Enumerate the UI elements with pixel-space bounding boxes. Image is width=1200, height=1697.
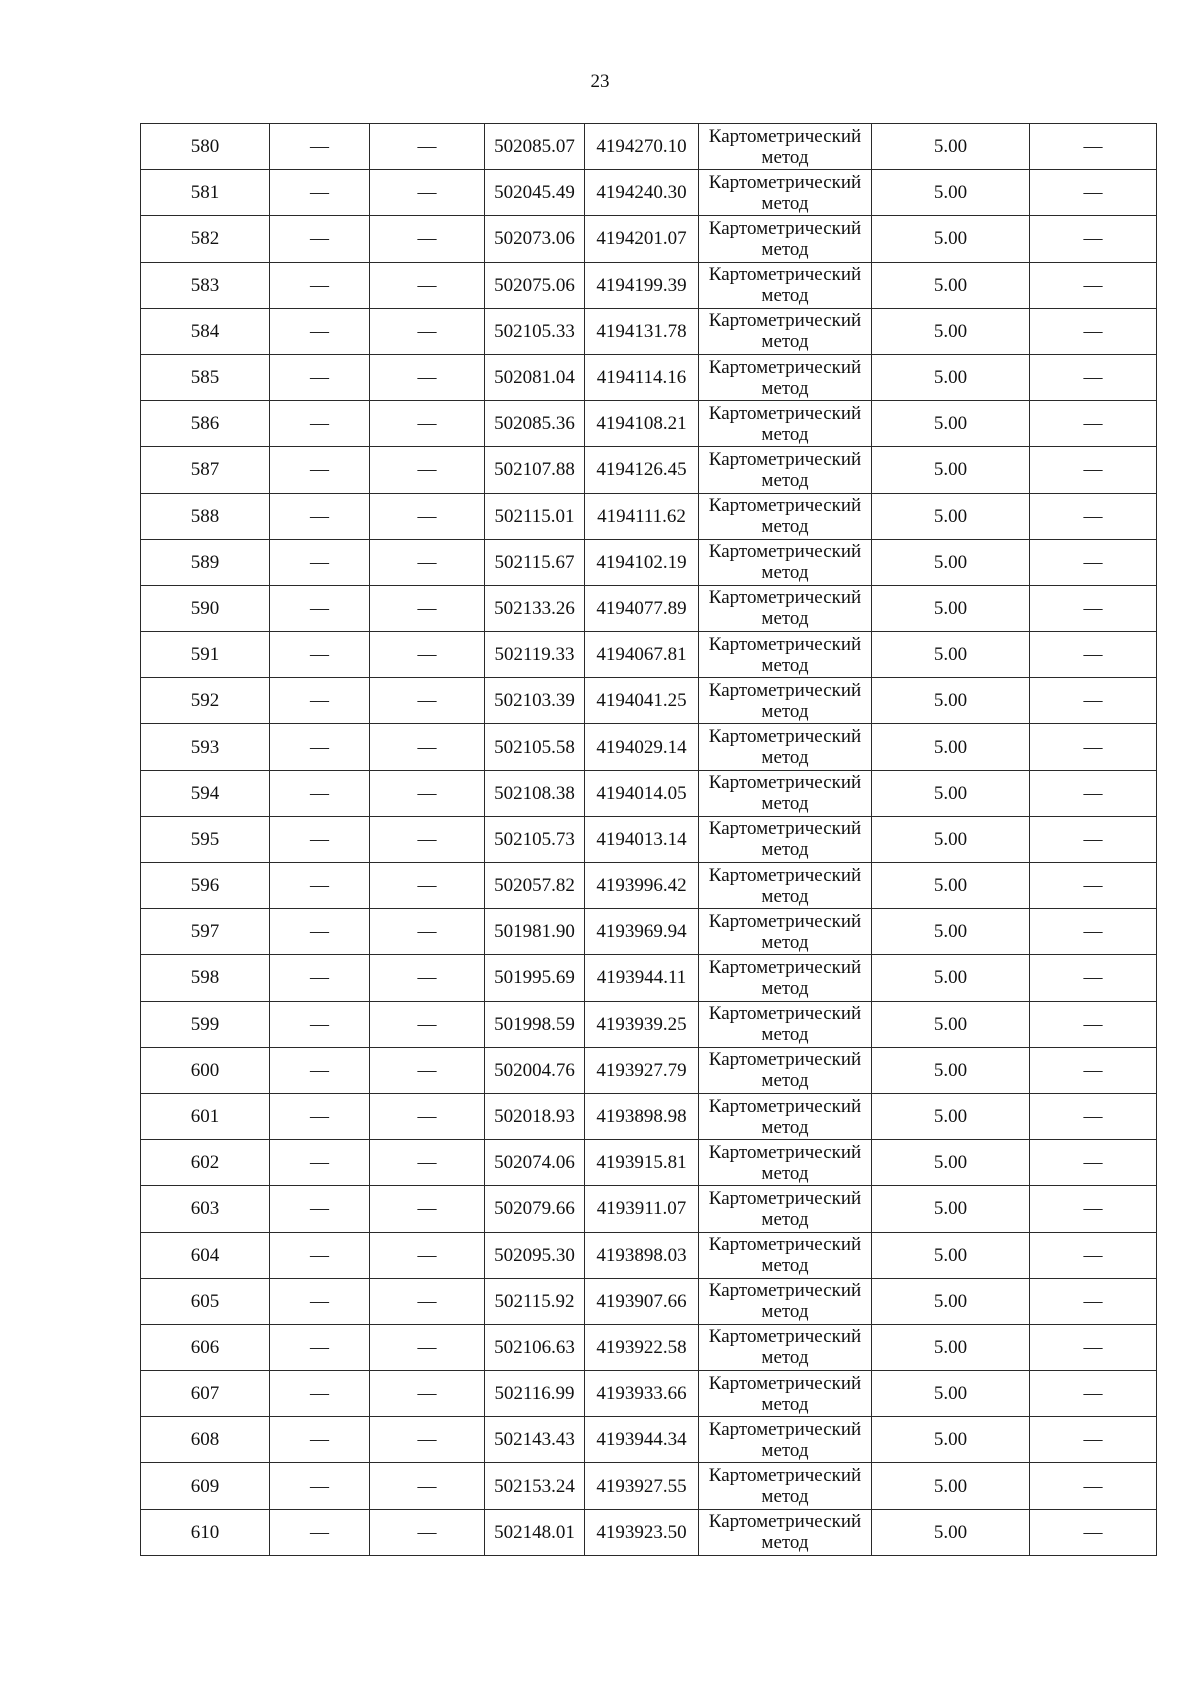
x-coordinate-cell: 502105.58 [485,724,585,770]
empty-value-cell: — [370,539,485,585]
y-coordinate-cell: 4194131.78 [585,308,699,354]
table-row [141,770,1157,816]
y-coordinate-cell: 4194041.25 [585,678,699,724]
method-cell: Картометрический метод [699,724,872,770]
y-coordinate-cell: 4193923.50 [585,1509,699,1555]
empty-value-cell: — [1030,1047,1157,1093]
x-coordinate-cell: 502081.04 [485,354,585,400]
table-row [141,585,1157,631]
table-row [141,1371,1157,1417]
table-row [141,308,1157,354]
empty-value-cell: — [270,1278,370,1324]
empty-value-cell: — [1030,1278,1157,1324]
x-coordinate-cell: 502004.76 [485,1047,585,1093]
table-row [141,1509,1157,1555]
table-row [141,1001,1157,1047]
accuracy-cell: 5.00 [872,124,1030,170]
accuracy-cell: 5.00 [872,493,1030,539]
empty-value-cell: — [270,493,370,539]
point-number-cell: 599 [141,1001,270,1047]
y-coordinate-cell: 4194270.10 [585,124,699,170]
empty-value-cell: — [370,1371,485,1417]
empty-value-cell: — [270,1509,370,1555]
accuracy-cell: 5.00 [872,170,1030,216]
method-cell: Картометрический метод [699,354,872,400]
table-row [141,1232,1157,1278]
x-coordinate-cell: 502105.73 [485,816,585,862]
x-coordinate-cell: 502074.06 [485,1140,585,1186]
empty-value-cell: — [1030,216,1157,262]
table-row [141,354,1157,400]
method-cell: Картометрический метод [699,1186,872,1232]
empty-value-cell: — [370,1509,485,1555]
accuracy-cell: 5.00 [872,585,1030,631]
method-cell: Картометрический метод [699,1093,872,1139]
accuracy-cell: 5.00 [872,308,1030,354]
empty-value-cell: — [1030,1140,1157,1186]
x-coordinate-cell: 502057.82 [485,863,585,909]
table-row [141,816,1157,862]
accuracy-cell: 5.00 [872,816,1030,862]
method-cell: Картометрический метод [699,124,872,170]
empty-value-cell: — [1030,493,1157,539]
empty-value-cell: — [270,401,370,447]
empty-value-cell: — [1030,170,1157,216]
method-cell: Картометрический метод [699,1001,872,1047]
accuracy-cell: 5.00 [872,1463,1030,1509]
empty-value-cell: — [270,1371,370,1417]
table-row [141,1186,1157,1232]
table-row [141,401,1157,447]
y-coordinate-cell: 4194199.39 [585,262,699,308]
method-cell: Картометрический метод [699,1324,872,1370]
empty-value-cell: — [270,1140,370,1186]
empty-value-cell: — [270,678,370,724]
point-number-cell: 595 [141,816,270,862]
method-cell: Картометрический метод [699,678,872,724]
method-cell: Картометрический метод [699,1463,872,1509]
empty-value-cell: — [270,262,370,308]
accuracy-cell: 5.00 [872,1047,1030,1093]
y-coordinate-cell: 4193927.79 [585,1047,699,1093]
point-number-cell: 598 [141,955,270,1001]
empty-value-cell: — [370,170,485,216]
method-cell: Картометрический метод [699,585,872,631]
table-body [141,124,1157,1556]
accuracy-cell: 5.00 [872,447,1030,493]
table-row [141,1463,1157,1509]
x-coordinate-cell: 502107.88 [485,447,585,493]
empty-value-cell: — [1030,816,1157,862]
method-cell: Картометрический метод [699,909,872,955]
y-coordinate-cell: 4194013.14 [585,816,699,862]
empty-value-cell: — [370,1463,485,1509]
method-cell: Картометрический метод [699,447,872,493]
empty-value-cell: — [1030,1324,1157,1370]
point-number-cell: 585 [141,354,270,400]
empty-value-cell: — [1030,1001,1157,1047]
empty-value-cell: — [1030,262,1157,308]
table-row [141,1140,1157,1186]
coordinates-table [140,123,1157,1556]
empty-value-cell: — [1030,1463,1157,1509]
y-coordinate-cell: 4194067.81 [585,632,699,678]
empty-value-cell: — [270,308,370,354]
point-number-cell: 582 [141,216,270,262]
empty-value-cell: — [270,216,370,262]
accuracy-cell: 5.00 [872,1509,1030,1555]
empty-value-cell: — [1030,1371,1157,1417]
method-cell: Картометрический метод [699,1417,872,1463]
point-number-cell: 588 [141,493,270,539]
x-coordinate-cell: 502116.99 [485,1371,585,1417]
x-coordinate-cell: 502105.33 [485,308,585,354]
table-row [141,1324,1157,1370]
x-coordinate-cell: 502018.93 [485,1093,585,1139]
empty-value-cell: — [1030,770,1157,816]
y-coordinate-cell: 4193898.98 [585,1093,699,1139]
empty-value-cell: — [270,955,370,1001]
point-number-cell: 603 [141,1186,270,1232]
point-number-cell: 589 [141,539,270,585]
point-number-cell: 604 [141,1232,270,1278]
y-coordinate-cell: 4193969.94 [585,909,699,955]
y-coordinate-cell: 4194114.16 [585,354,699,400]
point-number-cell: 600 [141,1047,270,1093]
empty-value-cell: — [270,1232,370,1278]
accuracy-cell: 5.00 [872,539,1030,585]
y-coordinate-cell: 4194029.14 [585,724,699,770]
y-coordinate-cell: 4193898.03 [585,1232,699,1278]
empty-value-cell: — [1030,1093,1157,1139]
table-row [141,1417,1157,1463]
method-cell: Картометрический метод [699,216,872,262]
empty-value-cell: — [370,262,485,308]
table-row [141,1047,1157,1093]
accuracy-cell: 5.00 [872,1186,1030,1232]
y-coordinate-cell: 4193915.81 [585,1140,699,1186]
empty-value-cell: — [1030,909,1157,955]
x-coordinate-cell: 502073.06 [485,216,585,262]
empty-value-cell: — [1030,354,1157,400]
accuracy-cell: 5.00 [872,770,1030,816]
x-coordinate-cell: 502148.01 [485,1509,585,1555]
y-coordinate-cell: 4194108.21 [585,401,699,447]
empty-value-cell: — [370,1093,485,1139]
y-coordinate-cell: 4193907.66 [585,1278,699,1324]
accuracy-cell: 5.00 [872,1417,1030,1463]
point-number-cell: 605 [141,1278,270,1324]
empty-value-cell: — [370,632,485,678]
table-row [141,955,1157,1001]
empty-value-cell: — [370,955,485,1001]
empty-value-cell: — [370,909,485,955]
empty-value-cell: — [1030,632,1157,678]
table-row [141,1093,1157,1139]
empty-value-cell: — [270,632,370,678]
point-number-cell: 586 [141,401,270,447]
empty-value-cell: — [1030,539,1157,585]
empty-value-cell: — [1030,678,1157,724]
empty-value-cell: — [370,1324,485,1370]
method-cell: Картометрический метод [699,1140,872,1186]
empty-value-cell: — [370,1001,485,1047]
x-coordinate-cell: 501981.90 [485,909,585,955]
empty-value-cell: — [370,770,485,816]
point-number-cell: 610 [141,1509,270,1555]
empty-value-cell: — [270,447,370,493]
point-number-cell: 607 [141,1371,270,1417]
x-coordinate-cell: 502108.38 [485,770,585,816]
method-cell: Картометрический метод [699,1047,872,1093]
accuracy-cell: 5.00 [872,863,1030,909]
empty-value-cell: — [270,909,370,955]
method-cell: Картометрический метод [699,955,872,1001]
point-number-cell: 593 [141,724,270,770]
method-cell: Картометрический метод [699,1232,872,1278]
point-number-cell: 592 [141,678,270,724]
empty-value-cell: — [370,216,485,262]
empty-value-cell: — [1030,1186,1157,1232]
empty-value-cell: — [1030,724,1157,770]
empty-value-cell: — [370,354,485,400]
empty-value-cell: — [270,539,370,585]
point-number-cell: 597 [141,909,270,955]
x-coordinate-cell: 501995.69 [485,955,585,1001]
point-number-cell: 584 [141,308,270,354]
accuracy-cell: 5.00 [872,1371,1030,1417]
accuracy-cell: 5.00 [872,955,1030,1001]
empty-value-cell: — [370,1047,485,1093]
empty-value-cell: — [270,170,370,216]
empty-value-cell: — [270,863,370,909]
table-row [141,124,1157,170]
point-number-cell: 594 [141,770,270,816]
method-cell: Картометрический метод [699,1278,872,1324]
y-coordinate-cell: 4193927.55 [585,1463,699,1509]
empty-value-cell: — [1030,308,1157,354]
method-cell: Картометрический метод [699,1371,872,1417]
empty-value-cell: — [370,724,485,770]
empty-value-cell: — [270,1093,370,1139]
empty-value-cell: — [270,124,370,170]
point-number-cell: 596 [141,863,270,909]
y-coordinate-cell: 4194240.30 [585,170,699,216]
empty-value-cell: — [270,724,370,770]
x-coordinate-cell: 501998.59 [485,1001,585,1047]
y-coordinate-cell: 4193944.11 [585,955,699,1001]
x-coordinate-cell: 502119.33 [485,632,585,678]
point-number-cell: 581 [141,170,270,216]
empty-value-cell: — [370,816,485,862]
accuracy-cell: 5.00 [872,1278,1030,1324]
empty-value-cell: — [1030,1417,1157,1463]
table-row [141,678,1157,724]
empty-value-cell: — [270,1186,370,1232]
page-number: 23 [590,71,610,92]
point-number-cell: 591 [141,632,270,678]
empty-value-cell: — [270,1001,370,1047]
x-coordinate-cell: 502153.24 [485,1463,585,1509]
accuracy-cell: 5.00 [872,724,1030,770]
table-row [141,262,1157,308]
y-coordinate-cell: 4193944.34 [585,1417,699,1463]
point-number-cell: 601 [141,1093,270,1139]
table-row [141,909,1157,955]
y-coordinate-cell: 4193911.07 [585,1186,699,1232]
empty-value-cell: — [1030,585,1157,631]
point-number-cell: 580 [141,124,270,170]
table-row [141,863,1157,909]
empty-value-cell: — [270,1047,370,1093]
method-cell: Картометрический метод [699,401,872,447]
point-number-cell: 602 [141,1140,270,1186]
point-number-cell: 606 [141,1324,270,1370]
x-coordinate-cell: 502133.26 [485,585,585,631]
empty-value-cell: — [1030,401,1157,447]
empty-value-cell: — [370,308,485,354]
empty-value-cell: — [270,1417,370,1463]
y-coordinate-cell: 4194102.19 [585,539,699,585]
y-coordinate-cell: 4194201.07 [585,216,699,262]
y-coordinate-cell: 4194111.62 [585,493,699,539]
method-cell: Картометрический метод [699,816,872,862]
y-coordinate-cell: 4193922.58 [585,1324,699,1370]
x-coordinate-cell: 502085.07 [485,124,585,170]
table-row [141,539,1157,585]
method-cell: Картометрический метод [699,539,872,585]
empty-value-cell: — [1030,1509,1157,1555]
x-coordinate-cell: 502115.01 [485,493,585,539]
accuracy-cell: 5.00 [872,909,1030,955]
method-cell: Картометрический метод [699,1509,872,1555]
empty-value-cell: — [370,678,485,724]
method-cell: Картометрический метод [699,770,872,816]
accuracy-cell: 5.00 [872,1324,1030,1370]
empty-value-cell: — [1030,124,1157,170]
empty-value-cell: — [270,816,370,862]
x-coordinate-cell: 502115.92 [485,1278,585,1324]
method-cell: Картометрический метод [699,632,872,678]
method-cell: Картометрический метод [699,262,872,308]
accuracy-cell: 5.00 [872,1001,1030,1047]
empty-value-cell: — [1030,1232,1157,1278]
empty-value-cell: — [270,1324,370,1370]
table-row [141,447,1157,493]
empty-value-cell: — [1030,863,1157,909]
table-row [141,632,1157,678]
accuracy-cell: 5.00 [872,401,1030,447]
accuracy-cell: 5.00 [872,262,1030,308]
y-coordinate-cell: 4193939.25 [585,1001,699,1047]
empty-value-cell: — [370,1140,485,1186]
table-row [141,1278,1157,1324]
table-row [141,170,1157,216]
method-cell: Картометрический метод [699,863,872,909]
accuracy-cell: 5.00 [872,1232,1030,1278]
empty-value-cell: — [370,1186,485,1232]
empty-value-cell: — [1030,447,1157,493]
table-row [141,493,1157,539]
x-coordinate-cell: 502106.63 [485,1324,585,1370]
table-row [141,216,1157,262]
empty-value-cell: — [370,1417,485,1463]
accuracy-cell: 5.00 [872,1140,1030,1186]
empty-value-cell: — [370,585,485,631]
empty-value-cell: — [370,863,485,909]
y-coordinate-cell: 4193996.42 [585,863,699,909]
empty-value-cell: — [270,1463,370,1509]
point-number-cell: 587 [141,447,270,493]
y-coordinate-cell: 4194014.05 [585,770,699,816]
x-coordinate-cell: 502115.67 [485,539,585,585]
x-coordinate-cell: 502075.06 [485,262,585,308]
empty-value-cell: — [1030,955,1157,1001]
y-coordinate-cell: 4194126.45 [585,447,699,493]
point-number-cell: 583 [141,262,270,308]
x-coordinate-cell: 502085.36 [485,401,585,447]
accuracy-cell: 5.00 [872,632,1030,678]
empty-value-cell: — [370,401,485,447]
y-coordinate-cell: 4194077.89 [585,585,699,631]
x-coordinate-cell: 502095.30 [485,1232,585,1278]
empty-value-cell: — [370,493,485,539]
empty-value-cell: — [370,447,485,493]
empty-value-cell: — [270,770,370,816]
empty-value-cell: — [370,1278,485,1324]
x-coordinate-cell: 502045.49 [485,170,585,216]
empty-value-cell: — [370,1232,485,1278]
x-coordinate-cell: 502079.66 [485,1186,585,1232]
accuracy-cell: 5.00 [872,678,1030,724]
method-cell: Картометрический метод [699,308,872,354]
accuracy-cell: 5.00 [872,354,1030,400]
accuracy-cell: 5.00 [872,216,1030,262]
method-cell: Картометрический метод [699,493,872,539]
empty-value-cell: — [370,124,485,170]
point-number-cell: 590 [141,585,270,631]
accuracy-cell: 5.00 [872,1093,1030,1139]
y-coordinate-cell: 4193933.66 [585,1371,699,1417]
x-coordinate-cell: 502143.43 [485,1417,585,1463]
empty-value-cell: — [270,354,370,400]
table-row [141,724,1157,770]
empty-value-cell: — [270,585,370,631]
point-number-cell: 608 [141,1417,270,1463]
method-cell: Картометрический метод [699,170,872,216]
point-number-cell: 609 [141,1463,270,1509]
x-coordinate-cell: 502103.39 [485,678,585,724]
